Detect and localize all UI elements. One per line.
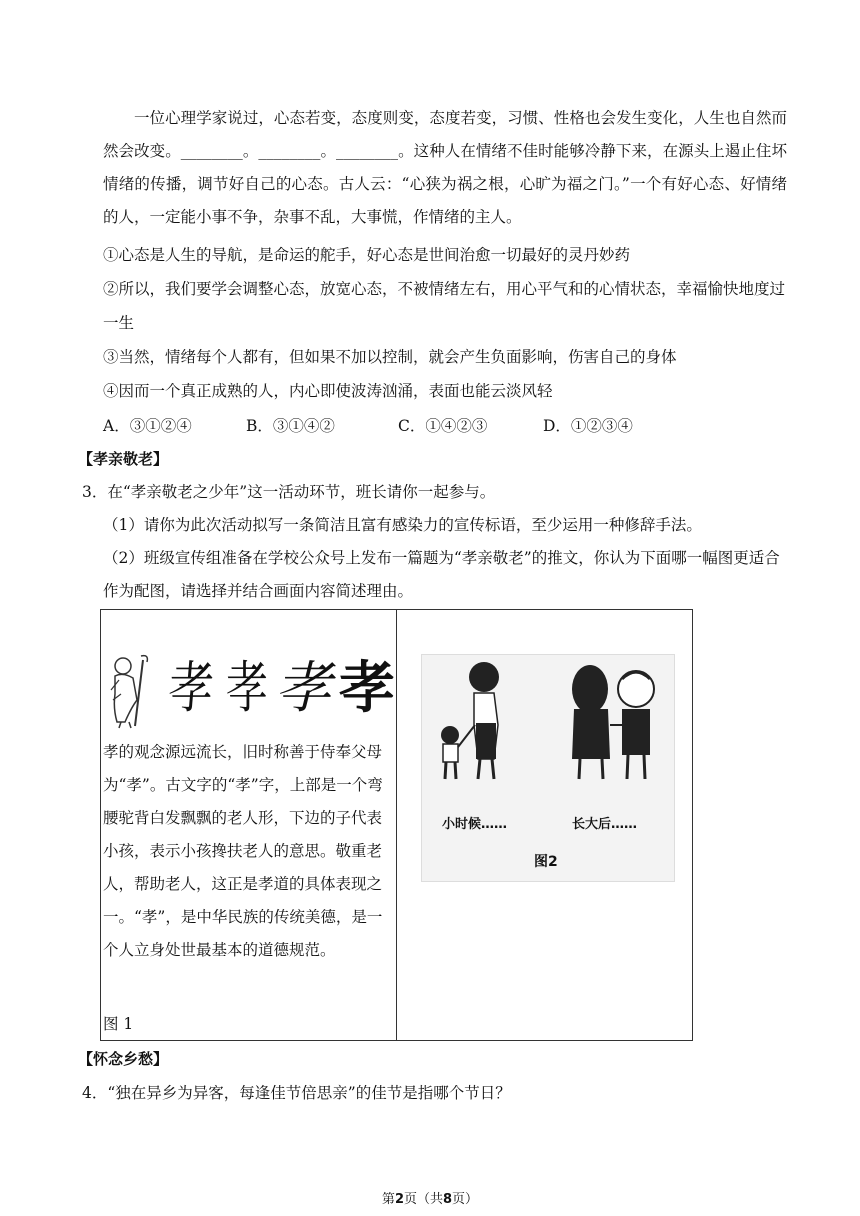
figure2-label-adulthood: 长大后…… (572, 817, 638, 832)
xiao-glyph-seal: 孝 (275, 656, 331, 721)
figure2-image (421, 654, 675, 882)
xiao-character-evolution (163, 654, 395, 724)
question-3-stem: 3．在“孝亲敬老之少年”这一活动环节，班长请你一起参与。 (82, 483, 496, 501)
xiao-glyph-bronze: 孝 (226, 656, 268, 721)
sentence-2-cont: 一生 (103, 314, 135, 332)
option-c: C．①④②③ (398, 417, 488, 435)
figure-table (100, 609, 693, 1041)
option-b: B．③①④② (246, 417, 335, 435)
section-heading-xiangchou: 【怀念乡愁】 (78, 1050, 169, 1068)
footer-page-number: 2 (394, 1192, 404, 1207)
question-3-part1: （1）请你为此次活动拟写一条简洁且富有感染力的宣传标语，至少运用一种修辞手法。 (103, 516, 702, 534)
footer-suffix: 页） (452, 1192, 479, 1207)
question-4: 4．“独在异乡为异客，每逢佳节倍思亲”的佳节是指哪个节日？ (82, 1084, 511, 1102)
footer-prefix: 第 (381, 1192, 395, 1207)
question-3-part2-line2: 作为配图，请选择并结合画面内容简述理由。 (103, 582, 414, 600)
sentence-1: ①心态是人生的导航，是命运的舵手，好心态是世间治愈一切最好的灵丹妙药 (103, 246, 631, 264)
xiao-glyph-clerical: 孝 (339, 656, 395, 721)
footer-mid: 页（共 (403, 1192, 443, 1207)
figure2-label-childhood: 小时候…… (442, 817, 508, 832)
page-footer (0, 1188, 860, 1207)
sentence-3: ③当然，情绪每个人都有，但如果不加以控制，就会产生负面影响，伤害自己的身体 (103, 348, 677, 366)
old-man-figure-icon (101, 650, 161, 730)
table-divider (396, 610, 397, 1040)
section-heading-xiaoqin: 【孝亲敬老】 (78, 450, 169, 468)
sentence-4: ④因而一个真正成熟的人，内心即使波涛汹涌，表面也能云淡风轻 (103, 382, 553, 400)
xiao-glyph-oracle: 孝 (165, 656, 217, 721)
childhood-adulthood-illustration (422, 655, 674, 785)
figure1-caption: 图 1 (103, 1015, 134, 1033)
figure1-description: 孝的观念源远流长，旧时称善于侍奉父母为“孝”。古文字的“孝”字，上部是一个弯腰驼背白发飘飘的老人形，下边的子代表小孩，表示小孩搀扶老人的意思。敬重老人，帮助老人，这正是孝道的具体表现之一。“孝”，是中华民族的传统美德，是一个人立身处世最基本的道德规范。 (103, 743, 383, 959)
sentence-2: ②所以，我们要学会调整心态，放宽心态，不被情绪左右，用心平气和的心情状态，幸福愉快地度过 (103, 280, 786, 298)
option-a: A．③①②④ (103, 417, 192, 435)
option-d: D．①②③④ (543, 417, 633, 435)
question-3-part2-line1: （2）班级宣传组准备在学校公众号上发布一篇题为“孝亲敬老”的推文，你认为下面哪一幅图更适合 (103, 549, 780, 567)
figure2-caption: 图2 (534, 854, 558, 870)
footer-total-pages: 8 (443, 1192, 453, 1207)
passage-paragraph: 一位心理学家说过，心态若变，态度则变，态度若变，习惯、性格也会发生变化，人生也自然而然会改变。________。________。________。这种人在情绪不佳时能够冷静下来，在源头上遏止住坏情绪的传播，调节好自己的心态。古人云：“心狭为祸之根，心旷为福之门。”一个有好心态、好情绪的人，一定能小事不争，杂事不乱，大事慌，作情绪的主人。 (103, 109, 787, 226)
